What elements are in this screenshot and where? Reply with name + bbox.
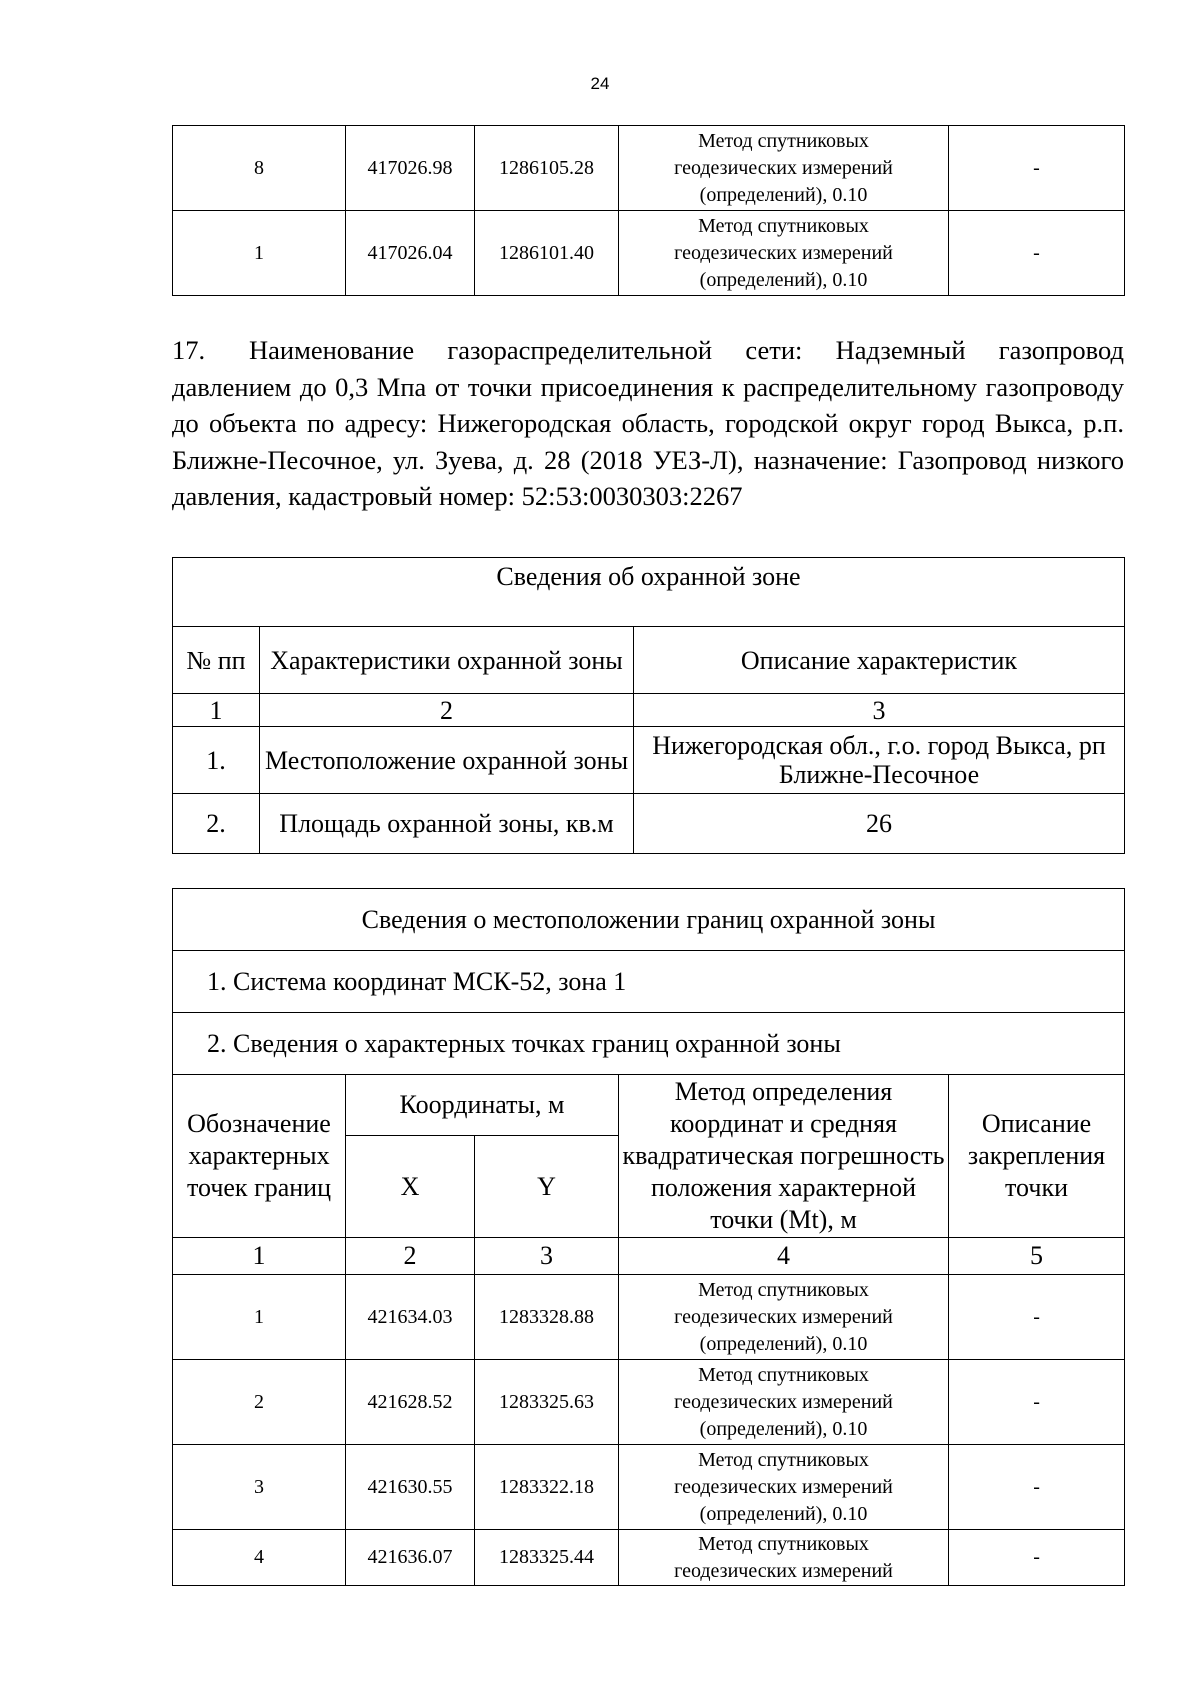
header-y: Y <box>475 1136 619 1238</box>
column-number: 5 <box>949 1238 1125 1275</box>
table-row <box>173 1445 1125 1530</box>
point-number: 4 <box>173 1530 346 1586</box>
point-number: 3 <box>173 1445 346 1530</box>
header-designation: Обозначение характерных точек границ <box>173 1075 346 1238</box>
coord-y: 1283328.88 <box>475 1275 619 1360</box>
column-number: 3 <box>634 694 1125 727</box>
coordinates-table-continued <box>172 125 1125 296</box>
method-line: (определений), 0.10 <box>699 1417 868 1440</box>
paragraph-number: 17. <box>172 335 206 365</box>
method-line: (определений), 0.10 <box>699 1502 868 1525</box>
table-title: Сведения об охранной зоне <box>173 558 1125 627</box>
method-cell <box>619 1360 949 1445</box>
coord-y: 1283322.18 <box>475 1445 619 1530</box>
table-row <box>173 126 1125 211</box>
row-number: 1. <box>173 727 260 794</box>
table-row <box>173 211 1125 296</box>
method-line: (определений), 0.10 <box>699 1332 868 1355</box>
point-number: 1 <box>173 1275 346 1360</box>
coord-y: 1286101.40 <box>475 211 619 296</box>
table-row <box>173 1360 1125 1445</box>
point-description: - <box>949 1275 1125 1360</box>
method-cell <box>619 1530 949 1586</box>
table-header-row <box>173 627 1125 694</box>
column-number: 3 <box>475 1238 619 1275</box>
characteristic-value: 26 <box>634 794 1125 854</box>
header-method: Метод определения координат и средняя квадратическая погрешность положения характерной точки (Mt), м <box>619 1075 949 1238</box>
method-cell <box>619 1445 949 1530</box>
header-x: X <box>346 1136 475 1238</box>
table-row <box>173 727 1125 794</box>
coord-y: 1283325.44 <box>475 1530 619 1586</box>
point-number: 1 <box>173 211 346 296</box>
coord-x: 421636.07 <box>346 1530 475 1586</box>
method-line: Метод спутниковых <box>698 1363 869 1386</box>
method-line: геодезических измерений <box>674 156 893 179</box>
coord-x: 421628.52 <box>346 1360 475 1445</box>
header-description: Описание характеристик <box>634 627 1125 694</box>
table-header-row <box>173 1075 1125 1136</box>
method-cell <box>619 211 949 296</box>
header-coordinates: Координаты, м <box>346 1075 619 1136</box>
paragraph-text: Наименование газораспределительной сети: Надземный газопровод давлением до 0,3 Мпа от точки присоединения к распределительному газопроводу до объекта по адресу: Нижегородская область, городской округ город Выкса, р.п. Ближне-Песочное, ул. Зуева, д. 28 (2018 УЕЗ-Л), назначение: Газопровод низкого давления, кадастровый номер: 52:53:0030303:2267 <box>172 335 1124 511</box>
coord-x: 417026.04 <box>346 211 475 296</box>
method-line: геодезических измерений <box>674 1305 893 1328</box>
column-numbers-row <box>173 694 1125 727</box>
method-line: Метод спутниковых <box>698 1448 869 1471</box>
characteristic-value: Нижегородская обл., г.о. город Выкса, рп Ближне-Песочное <box>634 727 1125 794</box>
coord-x: 421634.03 <box>346 1275 475 1360</box>
point-description: - <box>949 1445 1125 1530</box>
column-number: 2 <box>260 694 634 727</box>
method-line: геодезических измерений <box>674 1559 893 1582</box>
point-description: - <box>949 1360 1125 1445</box>
table-title-row <box>173 889 1125 951</box>
method-line: геодезических измерений <box>674 1475 893 1498</box>
point-description: - <box>949 1530 1125 1586</box>
points-title-row <box>173 1013 1125 1075</box>
points-title: 2. Сведения о характерных точках границ охранной зоны <box>173 1013 1125 1075</box>
table-row <box>173 1275 1125 1360</box>
coordinate-system: 1. Система координат МСК-52, зона 1 <box>173 951 1125 1013</box>
column-number: 1 <box>173 1238 346 1275</box>
column-number: 2 <box>346 1238 475 1275</box>
zone-boundaries-table <box>172 888 1125 1586</box>
column-number: 4 <box>619 1238 949 1275</box>
method-cell <box>619 1275 949 1360</box>
method-line: геодезических измерений <box>674 241 893 264</box>
column-numbers-row <box>173 1238 1125 1275</box>
coordinate-system-row <box>173 951 1125 1013</box>
method-line: Метод спутниковых <box>698 1532 869 1555</box>
coord-x: 417026.98 <box>346 126 475 211</box>
coord-x: 421630.55 <box>346 1445 475 1530</box>
method-line: Метод спутниковых <box>698 1278 869 1301</box>
table-row <box>173 1530 1125 1586</box>
header-number: № пп <box>173 627 260 694</box>
method-line: (определений), 0.10 <box>699 268 868 291</box>
protection-zone-table <box>172 557 1125 854</box>
coord-y: 1286105.28 <box>475 126 619 211</box>
method-line: (определений), 0.10 <box>699 183 868 206</box>
table-title: Сведения о местоположении границ охранной зоны <box>173 889 1125 951</box>
point-description: - <box>949 126 1125 211</box>
point-number: 8 <box>173 126 346 211</box>
column-number: 1 <box>173 694 260 727</box>
method-line: геодезических измерений <box>674 1390 893 1413</box>
characteristic: Площадь охранной зоны, кв.м <box>260 794 634 854</box>
method-line: Метод спутниковых <box>698 129 869 152</box>
header-fixing-description: Описание закрепления точки <box>949 1075 1125 1238</box>
page-number: 24 <box>590 74 610 93</box>
characteristic: Местоположение охранной зоны <box>260 727 634 794</box>
method-line: Метод спутниковых <box>698 214 869 237</box>
row-number: 2. <box>173 794 260 854</box>
method-cell <box>619 126 949 211</box>
network-description-paragraph <box>172 332 1124 515</box>
point-number: 2 <box>173 1360 346 1445</box>
table-title-row <box>173 558 1125 627</box>
header-characteristics: Характеристики охранной зоны <box>260 627 634 694</box>
table-row <box>173 794 1125 854</box>
coord-y: 1283325.63 <box>475 1360 619 1445</box>
point-description: - <box>949 211 1125 296</box>
